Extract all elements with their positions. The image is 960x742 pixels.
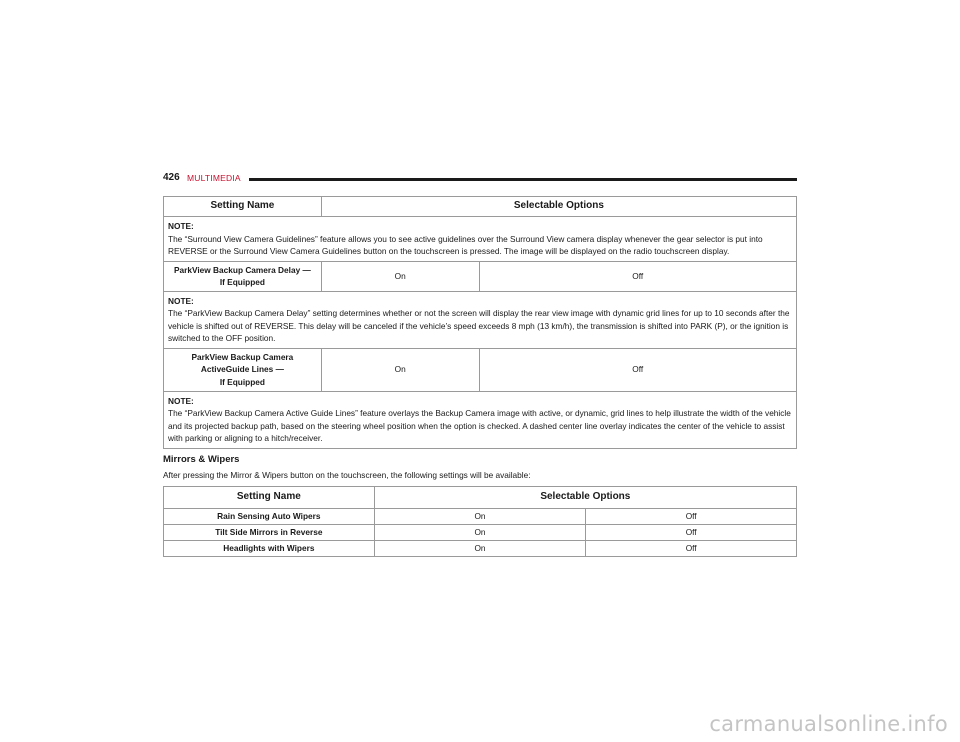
table-row: [164, 261, 797, 291]
option-on: On: [321, 348, 479, 391]
option-off: Off: [586, 525, 797, 541]
setting-headlights-with-wipers: Headlights with Wipers: [164, 541, 375, 557]
table-row: [164, 348, 797, 391]
option-off: Off: [479, 348, 796, 391]
note-activeguide-lines: [164, 391, 797, 448]
setting-parkview-camera-delay: [164, 261, 322, 291]
note-row: [164, 217, 797, 262]
setting-rain-sensing-wipers: Rain Sensing Auto Wipers: [164, 509, 375, 525]
page-number: 426: [163, 172, 180, 183]
note-text: The “ParkView Backup Camera Delay” setting determines whether or not the screen will display the rear view image with dynamic grid lines for up to 10 seconds after the vehicle is shifted out of REVERSE. This delay will be canceled if the vehicle’s speed exceeds 8 mph (13 km/h), the transmission is shifted into PARK (P), or the ignition is switched to the OFF position.: [168, 308, 790, 343]
page-header: [163, 172, 797, 186]
option-on: On: [374, 541, 586, 557]
table-header-row: [164, 197, 797, 217]
mirrors-wipers-table: [163, 486, 797, 557]
setting-parkview-activeguide-lines: [164, 348, 322, 391]
mirrors-intro-text: After pressing the Mirror & Wipers button on the touchscreen, the following settings will be available:: [163, 470, 531, 480]
option-on: On: [374, 525, 586, 541]
note-text: The “Surround View Camera Guidelines” feature allows you to see active guidelines over the Surround View camera display whenever the gear selector is put into REVERSE or the Surround View Camera Guidelines button on the touchscreen is pressed. The image will be displayed on the radio touchscreen display.: [168, 233, 763, 256]
column-header-setting-name: Setting Name: [164, 487, 375, 509]
option-off: Off: [479, 261, 796, 291]
note-label: NOTE:: [168, 295, 194, 306]
setting-name-line: If Equipped: [219, 277, 265, 287]
note-label: NOTE:: [168, 221, 194, 231]
column-header-setting-name: Setting Name: [164, 197, 322, 217]
column-header-selectable-options: Selectable Options: [321, 197, 796, 217]
setting-tilt-side-mirrors: Tilt Side Mirrors in Reverse: [164, 525, 375, 541]
note-text: The “ParkView Backup Camera Active Guide Lines” feature overlays the Backup Camera image with active, or dynamic, grid lines to help illustrate the width of the vehicle and its projected backup path, based on the steering wheel position when the option is checked. A dashed center line overlay indicates the center of the vehicle to assist with parking or aligning to a hitch/receiver.: [168, 408, 791, 443]
section-title: MULTIMEDIA: [187, 173, 241, 183]
setting-name-line: If Equipped: [219, 376, 265, 387]
header-rule: [249, 178, 797, 181]
note-parkview-camera-delay: [164, 291, 797, 348]
note-label: NOTE:: [168, 395, 194, 406]
setting-name-line: ActiveGuide Lines —: [200, 364, 284, 375]
note-row: [164, 391, 797, 448]
note-row: [164, 291, 797, 348]
option-off: Off: [586, 509, 797, 525]
table-row: [164, 525, 797, 541]
camera-settings-table: [163, 196, 797, 449]
setting-name-line: ParkView Backup Camera: [191, 351, 294, 362]
watermark: carmanualsonline.info: [709, 712, 948, 736]
setting-name-line: ParkView Backup Camera Delay —: [173, 264, 311, 275]
section-heading-mirrors-wipers: Mirrors & Wipers: [163, 454, 240, 465]
column-header-selectable-options: Selectable Options: [374, 487, 796, 509]
option-on: On: [321, 261, 479, 291]
table-row: [164, 509, 797, 525]
option-on: On: [374, 509, 586, 525]
table-header-row: [164, 487, 797, 509]
table-row: [164, 541, 797, 557]
note-surround-view-guidelines: [164, 217, 797, 262]
option-off: Off: [586, 541, 797, 557]
